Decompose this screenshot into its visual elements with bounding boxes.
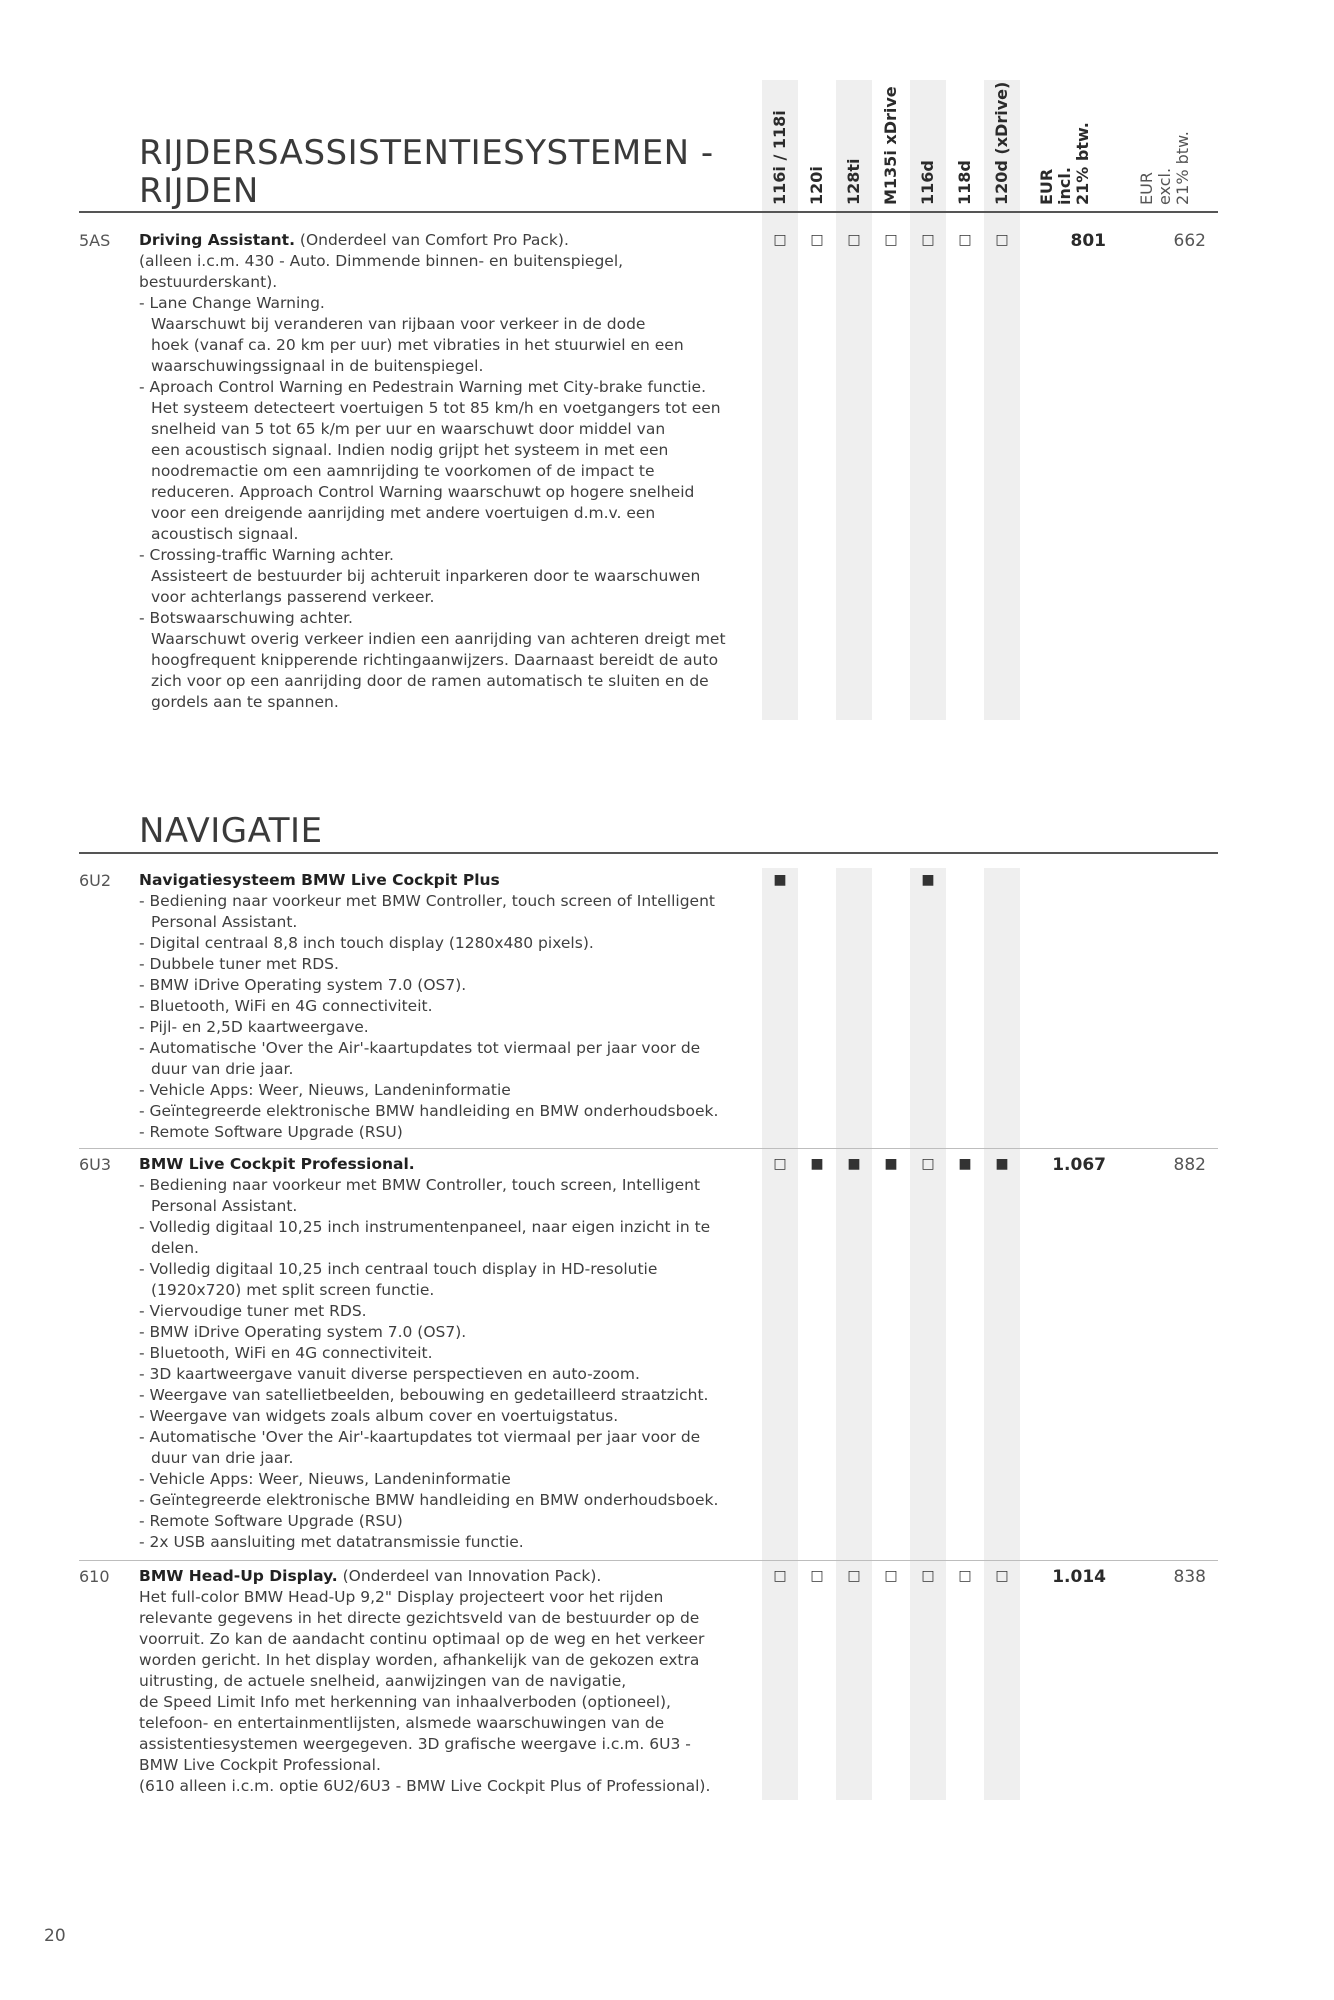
description-line: Assisteert de bestuurder bij achteruit inparkeren door te waarschuwen — [151, 567, 701, 585]
column-header-120d: 120d (xDrive) — [992, 81, 1011, 205]
section-divider — [79, 852, 1218, 854]
description-line: Personal Assistant. — [151, 1197, 298, 1215]
description-line: - Dubbele tuner met RDS. — [139, 955, 339, 973]
optional-mark-icon: □ — [810, 232, 824, 248]
description-line: - Bluetooth, WiFi en 4G connectiviteit. — [139, 997, 433, 1015]
description-line: - Lane Change Warning. — [139, 294, 325, 312]
option-description — [139, 870, 739, 1143]
option-code: 6U2 — [79, 871, 112, 890]
description-line: - BMW iDrive Operating system 7.0 (OS7). — [139, 1323, 467, 1341]
standard-mark-icon: ■ — [810, 1156, 824, 1172]
option-name-suffix: (Onderdeel van Comfort Pro Pack). — [294, 231, 569, 249]
column-stripe — [762, 868, 798, 1800]
description-line: acoustisch signaal. — [151, 525, 299, 543]
description-line: - Crossing-traffic Warning achter. — [139, 546, 394, 564]
description-line: snelheid van 5 tot 65 k/m per uur en waarschuwt door middel van — [151, 420, 666, 438]
option-title-line — [139, 1566, 739, 1587]
standard-mark-icon: ■ — [995, 1156, 1009, 1172]
optional-mark-icon: □ — [921, 1156, 935, 1172]
optional-mark-icon: □ — [773, 232, 787, 248]
description-line: (610 alleen i.c.m. optie 6U2/6U3 - BMW Live Cockpit Plus of Professional). — [139, 1777, 711, 1795]
description-line: noodremactie om een aamnrijding te voorkomen of de impact te — [151, 462, 655, 480]
price-excl-header-label: excl. — [1155, 167, 1174, 205]
option-title-line — [139, 870, 739, 891]
description-line: relevante gegevens in het directe gezichtsveld van de bestuurder op de — [139, 1609, 700, 1627]
column-header-116d: 116d — [918, 160, 937, 205]
price-incl-vat: 1.067 — [1052, 1155, 1106, 1175]
price-incl-vat: 801 — [1070, 231, 1106, 251]
description-line: - Automatische 'Over the Air'-kaartupdates tot viermaal per jaar voor de — [139, 1428, 701, 1446]
description-line: waarschuwingssignaal in de buitenspiegel. — [151, 357, 484, 375]
description-line: - 2x USB aansluiting met datatransmissie functie. — [139, 1533, 524, 1551]
optional-mark-icon: □ — [995, 232, 1009, 248]
option-name: Driving Assistant. — [139, 231, 295, 249]
description-line: - Pijl- en 2,5D kaartweergave. — [139, 1018, 369, 1036]
description-line: - Automatische 'Over the Air'-kaartupdates tot viermaal per jaar voor de — [139, 1039, 701, 1057]
optional-mark-icon: □ — [847, 1568, 861, 1584]
optional-mark-icon: □ — [773, 1156, 787, 1172]
price-excl-vat: 838 — [1173, 1567, 1206, 1587]
option-code: 6U3 — [79, 1155, 112, 1174]
description-line: - Weergave van satellietbeelden, bebouwing en gedetailleerd straatzicht. — [139, 1386, 709, 1404]
description-line: - Remote Software Upgrade (RSU) — [139, 1512, 403, 1530]
description-line: een acoustisch signaal. Indien nodig grijpt het systeem in met een — [151, 441, 669, 459]
row-divider — [79, 1148, 1218, 1149]
section-title-line: RIJDERSASSISTENTIESYSTEMEN - — [139, 133, 714, 173]
description-line: duur van drie jaar. — [151, 1449, 294, 1467]
price-incl-header-vat: 21% btw. — [1073, 122, 1092, 205]
description-line: - Viervoudige tuner met RDS. — [139, 1302, 367, 1320]
price-excl-header-currency: EUR — [1137, 172, 1156, 205]
option-description — [139, 1566, 739, 1797]
optional-mark-icon: □ — [921, 232, 935, 248]
description-line: - Botswaarschuwing achter. — [139, 609, 353, 627]
standard-mark-icon: ■ — [847, 1156, 861, 1172]
column-header-m135i: M135i xDrive — [881, 86, 900, 205]
optional-mark-icon: □ — [773, 1568, 787, 1584]
description-line: BMW Live Cockpit Professional. — [139, 1756, 381, 1774]
description-line: (alleen i.c.m. 430 - Auto. Dimmende binnen- en buitenspiegel, — [139, 252, 624, 270]
description-line: - BMW iDrive Operating system 7.0 (OS7). — [139, 976, 467, 994]
column-header-118d: 118d — [955, 160, 974, 205]
description-line: de Speed Limit Info met herkenning van inhaalverboden (optioneel), — [139, 1693, 671, 1711]
column-header-116i-118i: 116i / 118i — [770, 110, 789, 205]
description-line: bestuurderskant). — [139, 273, 278, 291]
option-description — [139, 1154, 739, 1553]
option-title-line — [139, 1154, 739, 1175]
description-line: - Geïntegreerde elektronische BMW handleiding en BMW onderhoudsboek. — [139, 1102, 719, 1120]
description-line: hoek (vanaf ca. 20 km per uur) met vibraties in het stuurwiel en een — [151, 336, 684, 354]
description-line: zich voor op een aanrijding door de ramen automatisch te sluiten en de — [151, 672, 709, 690]
description-line: - Bediening naar voorkeur met BMW Controller, touch screen of Intelligent — [139, 892, 715, 910]
description-line: Waarschuwt overig verkeer indien een aanrijding van achteren dreigt met — [151, 630, 726, 648]
option-title-line — [139, 230, 739, 251]
option-description — [139, 230, 739, 713]
description-line: - 3D kaartweergave vanuit diverse perspectieven en auto-zoom. — [139, 1365, 640, 1383]
description-line: duur van drie jaar. — [151, 1060, 294, 1078]
description-line: worden gericht. In het display worden, afhankelijk van de gekozen extra — [139, 1651, 700, 1669]
description-line: (1920x720) met split screen functie. — [151, 1281, 435, 1299]
column-stripe — [836, 868, 872, 1800]
description-line: Waarschuwt bij veranderen van rijbaan voor verkeer in de dode — [151, 315, 646, 333]
section-divider — [79, 211, 1218, 213]
description-line: - Vehicle Apps: Weer, Nieuws, Landeninformatie — [139, 1470, 511, 1488]
description-line: - Weergave van widgets zoals album cover en voertuigstatus. — [139, 1407, 619, 1425]
price-excl-header-vat: 21% btw. — [1173, 131, 1192, 205]
optional-mark-icon: □ — [921, 1568, 935, 1584]
description-line: - Aproach Control Warning en Pedestrain Warning met City-brake functie. — [139, 378, 706, 396]
price-incl-vat: 1.014 — [1052, 1567, 1106, 1587]
optional-mark-icon: □ — [995, 1568, 1009, 1584]
optional-mark-icon: □ — [884, 232, 898, 248]
option-code: 5AS — [79, 231, 111, 250]
column-header-120i: 120i — [807, 166, 826, 205]
optional-mark-icon: □ — [847, 232, 861, 248]
optional-mark-icon: □ — [958, 232, 972, 248]
description-line: - Bediening naar voorkeur met BMW Controller, touch screen, Intelligent — [139, 1176, 701, 1194]
standard-mark-icon: ■ — [884, 1156, 898, 1172]
description-line: Het full-color BMW Head-Up 9,2" Display projecteert voor het rijden — [139, 1588, 664, 1606]
option-name: BMW Head-Up Display. — [139, 1567, 338, 1585]
standard-mark-icon: ■ — [958, 1156, 972, 1172]
column-stripe — [984, 868, 1020, 1800]
page-number: 20 — [44, 1926, 66, 1946]
description-line: - Volledig digitaal 10,25 inch instrumentenpaneel, naar eigen inzicht in te — [139, 1218, 711, 1236]
description-line: - Geïntegreerde elektronische BMW handleiding en BMW onderhoudsboek. — [139, 1491, 719, 1509]
column-header-128ti: 128ti — [844, 158, 863, 205]
price-incl-header-currency: EUR — [1037, 168, 1056, 205]
description-line: Personal Assistant. — [151, 913, 298, 931]
description-line: - Digital centraal 8,8 inch touch display (1280x480 pixels). — [139, 934, 594, 952]
price-excl-vat: 662 — [1173, 231, 1206, 251]
description-line: - Volledig digitaal 10,25 inch centraal touch display in HD-resolutie — [139, 1260, 658, 1278]
description-line: - Remote Software Upgrade (RSU) — [139, 1123, 403, 1141]
standard-mark-icon: ■ — [921, 872, 935, 888]
column-stripe — [910, 868, 946, 1800]
description-line: hoogfrequent knipperende richtingaanwijzers. Daarnaast bereidt de auto — [151, 651, 719, 669]
description-line: voor achterlangs passerend verkeer. — [151, 588, 435, 606]
description-line: Het systeem detecteert voertuigen 5 tot 85 km/h en voetgangers tot een — [151, 399, 721, 417]
description-line: delen. — [151, 1239, 199, 1257]
option-name: Navigatiesysteem BMW Live Cockpit Plus — [139, 871, 500, 889]
optional-mark-icon: □ — [884, 1568, 898, 1584]
description-line: - Bluetooth, WiFi en 4G connectiviteit. — [139, 1344, 433, 1362]
description-line: reduceren. Approach Control Warning waarschuwt op hogere snelheid — [151, 483, 695, 501]
description-line: gordels aan te spannen. — [151, 693, 339, 711]
description-line: voorruit. Zo kan de aandacht continu optimaal op de weg en het verkeer — [139, 1630, 705, 1648]
row-divider — [79, 1560, 1218, 1561]
optional-mark-icon: □ — [958, 1568, 972, 1584]
price-excl-vat: 882 — [1173, 1155, 1206, 1175]
description-line: assistentiesystemen weergegeven. 3D grafische weergave i.c.m. 6U3 - — [139, 1735, 691, 1753]
description-line: - Vehicle Apps: Weer, Nieuws, Landeninformatie — [139, 1081, 511, 1099]
description-line: uitrusting, de actuele snelheid, aanwijzingen van de navigatie, — [139, 1672, 627, 1690]
standard-mark-icon: ■ — [773, 872, 787, 888]
price-incl-header-label: incl. — [1055, 167, 1074, 205]
optional-mark-icon: □ — [810, 1568, 824, 1584]
section-title-line: RIJDEN — [139, 171, 259, 211]
option-code: 610 — [79, 1567, 110, 1586]
section-title-line: NAVIGATIE — [139, 811, 323, 851]
option-name-suffix: (Onderdeel van Innovation Pack). — [337, 1567, 602, 1585]
description-line: telefoon- en entertainmentlijsten, alsmede waarschuwingen van de — [139, 1714, 665, 1732]
option-name: BMW Live Cockpit Professional. — [139, 1155, 415, 1173]
description-line: voor een dreigende aanrijding met andere voertuigen d.m.v. een — [151, 504, 656, 522]
section-title-navigatie — [139, 812, 323, 850]
section-title-rijdersassistentie — [139, 134, 714, 210]
